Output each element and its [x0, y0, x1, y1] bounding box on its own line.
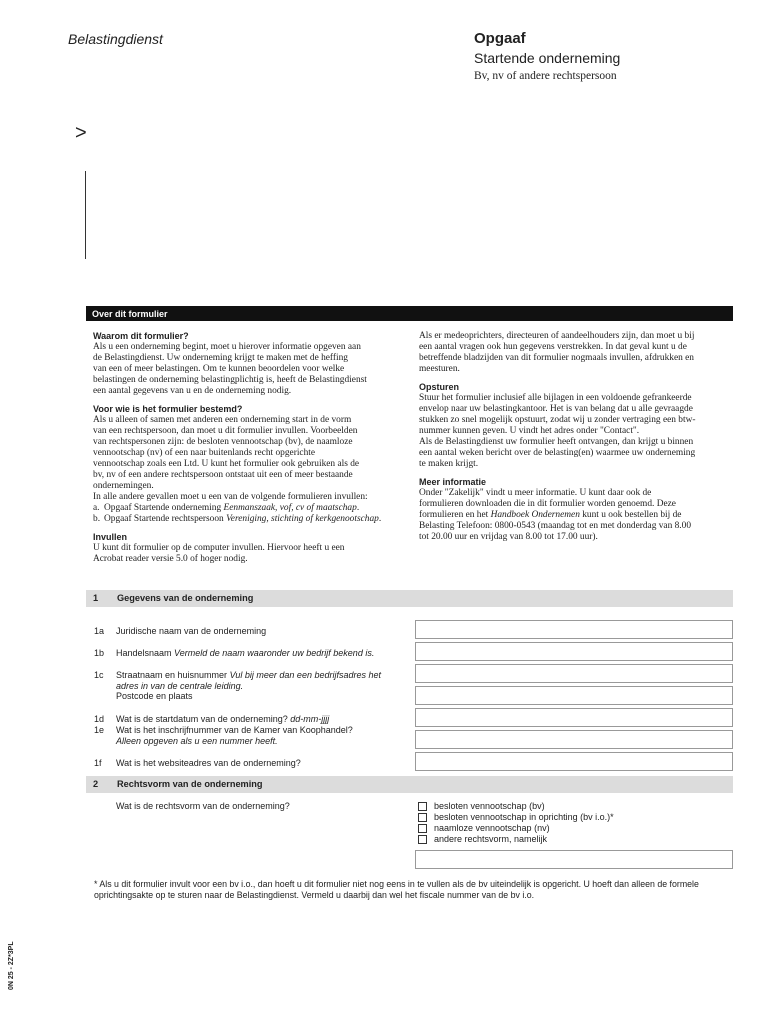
section-1-bar — [86, 590, 733, 607]
form-title-block — [474, 30, 620, 82]
for-whom-heading: Voor wie is het formulier bestemd? — [93, 404, 243, 414]
more-info-text: Onder "Zakelijk" vindt u meer informatie. U kunt daar ook de formulieren downloaden die in dit formulier worden genoemd. Deze formulieren en het Handboek Ondernemen kunt u ook bestellen bij de Belasting Telefoon: 0800-0543 (maandag tot en met donderdag van 8.00 tot 20.00 uur en vrijdag van 8.00 tot 17.00 uur). — [419, 488, 692, 542]
agency-name: Belastingdienst — [68, 31, 163, 47]
footnote: * Als u dit formulier invult voor een bv i.o., dan hoeft u dit formulier niet nog eens in te vullen als de bv uiteindelijk is opgericht. U hoeft dan alleen de formele oprichtingsakte op te sturen naar de Belastingdienst. Vermeld u daarbij dan wel het fiscale nummer van de bv i.o. — [94, 879, 699, 900]
option-other[interactable]: andere rechtsvorm, namelijk — [418, 834, 614, 845]
other-legal-form-input[interactable] — [415, 850, 733, 869]
send-text: Stuur het formulier inclusief alle bijlagen in een voldoende gefrankeerde envelop naar uw belastingkantoor. Het is van belang dat u alle gevraagde stukken zo snel mogelijk opstuurt, zodat wij u zonder vertraging een btw- nummer kunnen geven. U vindt het adres onder "Contact". Als de Belastingdienst uw formulier heeft ontvangen, dan krijgt u binnen een aantal weken bericht over de belasting(en) waarmee uw onderneming te maken krijgt. — [419, 393, 696, 469]
option-bv[interactable]: besloten vennootschap (bv) — [418, 801, 614, 812]
form-code: 0N 25 - 2Z*3PL — [8, 941, 15, 990]
why-text: Als u een onderneming begint, moet u hierover informatie opgeven aan de Belastingdienst. Uw onderneming krijgt te maken met de heffing van een of meer belastingen. Om te kunnen beoordelen voor welke belastingen de onderneming belastingplichtig is, heeft de Belastingdienst een aantal gegevens van u en de onderneming nodig. — [93, 342, 367, 396]
about-right-column — [419, 331, 733, 543]
fill-text: U kunt dit formulier op de computer invullen. Hiervoor heeft u een Acrobat reader versie 5.0 of hoger nodig. — [93, 543, 345, 564]
checkbox[interactable] — [418, 824, 427, 833]
form-title: Opgaaf — [474, 30, 526, 47]
checkbox[interactable] — [418, 835, 427, 844]
kvk-number-input[interactable] — [415, 730, 733, 749]
section-2-bar — [86, 776, 733, 793]
legal-name-input[interactable] — [415, 620, 733, 639]
section-2-number: 2 — [93, 779, 99, 789]
list-item: a. Opgaaf Startende onderneming Eenmanszaak, vof, cv of maatschap. — [93, 503, 360, 513]
co-founders-text: Als er medeoprichters, directeuren of aandeelhouders zijn, dan moet u bij een aantal vragen ook hun gegevens verstrekken. In dat geval kunt u de betreffende bladzijden van dit formulier nogmaals invullen, afdrukken en meesturen. — [419, 331, 695, 374]
legal-form-options — [418, 801, 614, 845]
fill-heading: Invullen — [93, 532, 128, 542]
street-address-input[interactable] — [415, 664, 733, 683]
send-heading: Opsturen — [419, 382, 460, 392]
option-nv[interactable]: naamloze vennootschap (nv) — [418, 823, 614, 834]
website-input[interactable] — [415, 752, 733, 771]
section-2-title: Rechtsvorm van de onderneming — [117, 779, 263, 789]
about-left-column — [93, 331, 413, 565]
why-heading: Waarom dit formulier? — [93, 331, 189, 341]
about-section-bar: Over dit formulier — [86, 306, 733, 321]
form-subtitle: Startende onderneming — [474, 50, 621, 66]
chevron-right-icon: > — [75, 122, 87, 144]
section-1-number: 1 — [93, 593, 99, 603]
postal-city-input[interactable] — [415, 686, 733, 705]
form-subtitle-secondary: Bv, nv of andere rechtspersoon — [474, 70, 617, 82]
option-bv-io[interactable]: besloten vennootschap in oprichting (bv i.o.)* — [418, 812, 614, 823]
address-margin-line — [85, 171, 86, 259]
for-whom-text: Als u alleen of samen met anderen een onderneming start in de vorm van een rechtspersoon, dan moet u dit formulier invullen. Voorbeelden van rechtspersonen zijn: de besloten vennootschap (bv), de naamloze vennootschap (nv) of een naar buitenlands recht opgerichte vennootschap zoals een Ltd. U kunt het formulier ook gebruiken als de bv, nv of een andere rechtspersoon ontstaat uit een of meer bestaande ondernemingen. In alle andere gevallen moet u een van de volgende formulieren invullen: — [93, 415, 368, 502]
list-item: b. Opgaaf Startende rechtspersoon Vereniging, stichting of kerkgenootschap. — [93, 514, 382, 524]
start-date-input[interactable] — [415, 708, 733, 727]
trade-name-input[interactable] — [415, 642, 733, 661]
more-info-heading: Meer informatie — [419, 477, 487, 487]
checkbox[interactable] — [418, 802, 427, 811]
section-1-title: Gegevens van de onderneming — [117, 593, 254, 603]
checkbox[interactable] — [418, 813, 427, 822]
